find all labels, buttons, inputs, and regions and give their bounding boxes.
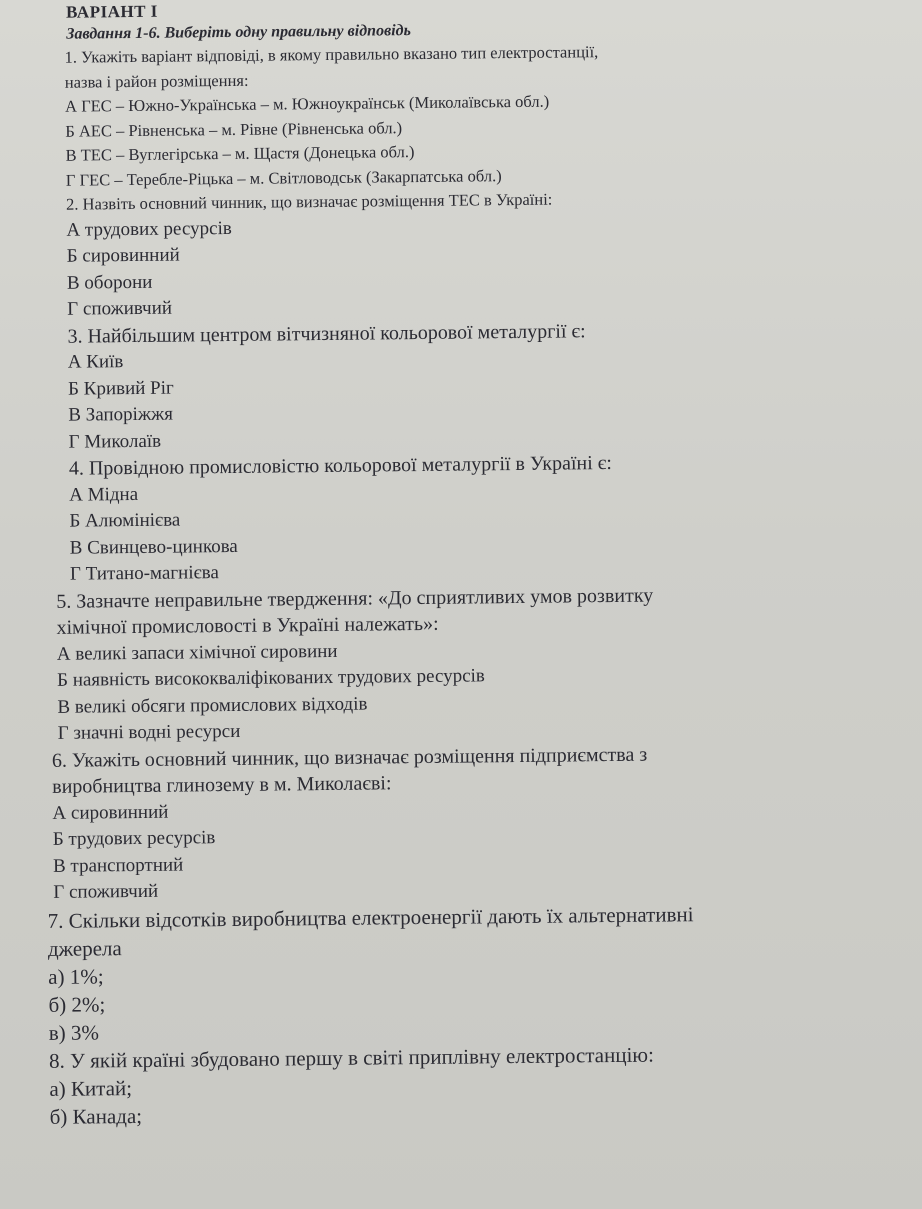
question-4-text: 4. Провідною промисловістю кольорової металургії в Україні є: [68,451,613,480]
question-6-option-a: А сировинний [52,801,169,824]
question-1-option-c: В ТЕС – Вуглегірська – м. Щастя (Донецька обл.) [65,142,415,165]
question-5-option-d: Г значні водні ресурси [57,720,241,744]
question-5-option-c: В великі обсяги промислових відходів [57,693,368,718]
question-4-option-c: В Свинцево-цинкова [69,535,238,559]
question-2-option-b: Б сировинний [66,244,180,267]
question-7-option-a: а) 1%; [48,963,104,989]
question-3-option-a: А Київ [67,351,124,373]
question-6-line-2: виробництва глинозему в м. Миколаєві: [52,772,392,798]
question-1-option-b: Б АЕС – Рівненська – м. Рівне (Рівненська обл.) [65,117,403,141]
question-3-option-d: Г Миколаїв [68,430,162,453]
question-3-text: 3. Найбільшим центром вітчизняної кольорової металургії є: [67,319,586,348]
question-2-option-c: В оборони [66,271,153,294]
question-2-option-a: А трудових ресурсів [66,217,232,241]
question-6-option-c: В транспортний [52,854,184,877]
question-7-line-2: джерела [47,935,122,961]
question-7-option-c: в) 3% [48,1019,100,1045]
question-1-line-2: назва і район розміщення: [64,70,249,92]
worksheet-text [36,0,908,1130]
question-5-line-2: хімічної промисловості в Україні належать»: [56,612,439,639]
question-7-line-1: 7. Скільки відсотків виробництва електроенергії дають їх альтернативні [47,901,694,933]
question-2-option-d: Г споживчий [67,297,173,320]
question-1-line-1: 1. Укажіть варіант відповіді, в якому правильно вказано тип електростанції, [64,42,599,67]
question-1-option-d: Г ГЕС – Теребле-Ріцька – м. Світловодськ (Закарпатська обл.) [65,165,502,190]
question-6-option-d: Г споживчий [53,880,159,903]
variant-heading: ВАРІАНТ І [66,1,158,22]
question-5-option-b: Б наявність висококваліфікованих трудових ресурсів [56,665,485,691]
question-5-option-a: А великі запаси хімічної сировини [56,640,338,665]
question-6-option-b: Б трудових ресурсів [52,827,216,850]
question-8-text: 8. У якій країні збудовано першу в світі приплівну електростанцію: [48,1042,654,1073]
question-1-option-a: А ГЕС – Южно-Українська – м. Южноукраїнськ (Миколаївська обл.) [64,91,550,116]
question-4-option-b: Б Алюмінієва [69,509,181,532]
question-8-option-b: б) Канада; [49,1103,143,1129]
question-8-option-a: а) Китай; [49,1075,133,1101]
question-6-line-1: 6. Укажіть основний чинник, що визначає розміщення підприємства з [51,743,648,772]
question-2-text: 2. Назвіть основний чинник, що визначає розміщення ТЕС в Україні: [66,189,553,214]
question-5-line-1: 5. Зазначте неправильне твердження: «До сприятливих умов розвитку [56,584,654,613]
question-3-option-c: В Запоріжжя [68,403,174,426]
question-7-option-b: б) 2%; [48,991,106,1017]
task-instruction: Завдання 1-6. Виберіть одну правильну відповідь [66,22,411,43]
question-3-option-b: Б Кривий Ріг [67,377,174,400]
question-4-option-d: Г Титано-магнієва [69,562,219,585]
question-4-option-a: А Мідна [69,483,139,506]
